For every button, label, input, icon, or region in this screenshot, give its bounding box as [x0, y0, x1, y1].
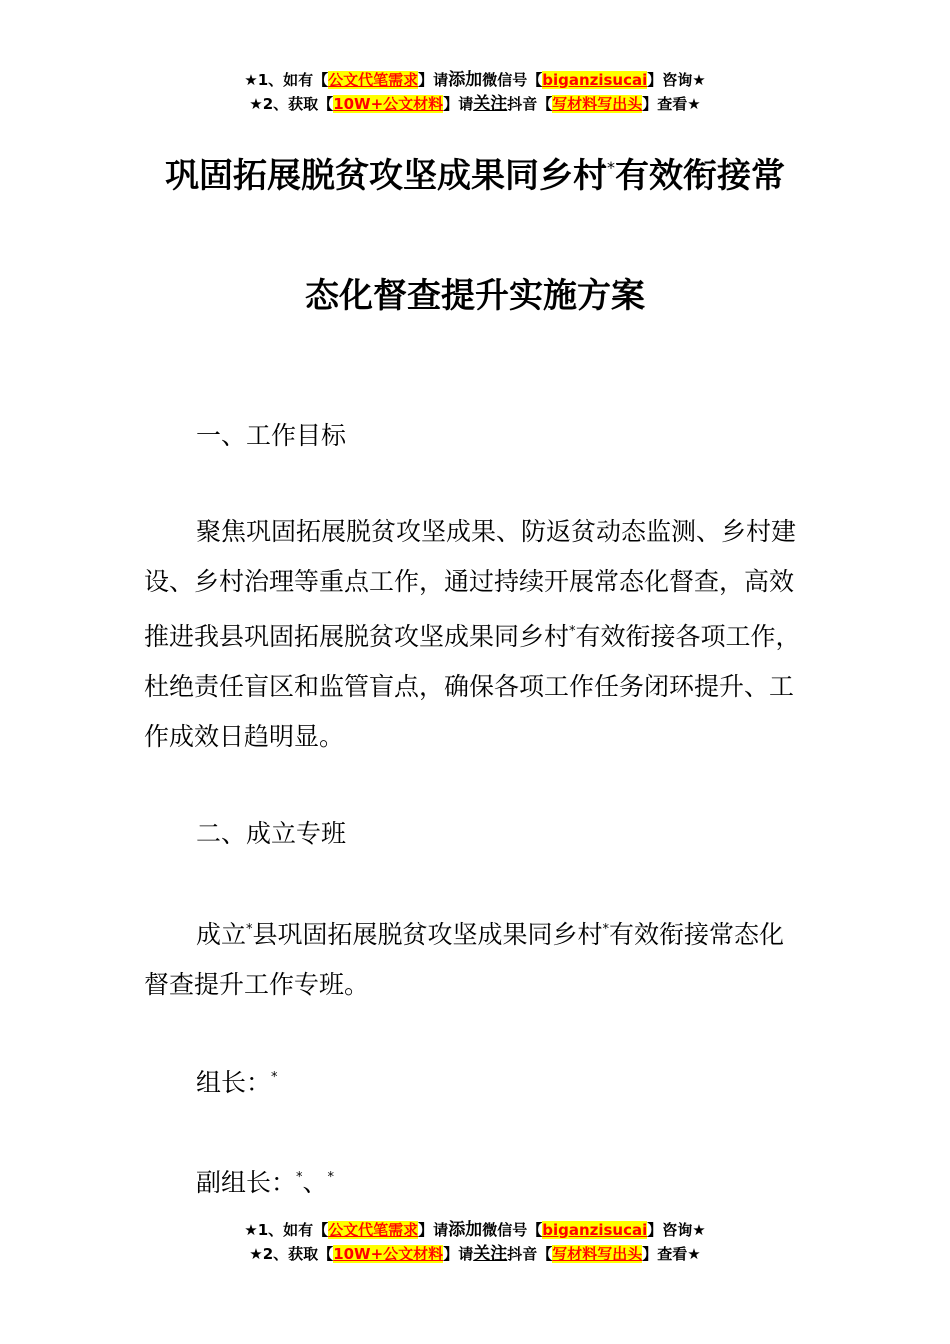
- paragraph-text: 有效衔接各项工作，杜绝责任盲区和监管盲点，确保各项工作任务闭环提升、工作成效日趋明显。: [144, 622, 801, 751]
- star-icon: ★: [244, 1221, 258, 1239]
- leader-line: [196, 1063, 278, 1099]
- banner-emphasis: 添加: [448, 70, 483, 90]
- banner-wechat-id: biganzisucai: [542, 1221, 648, 1239]
- banner-text: 2、获取【: [262, 1245, 334, 1263]
- section-heading-2: 二、成立专班: [196, 819, 347, 848]
- paragraph-text: 聚焦巩固拓展脱贫攻坚成果、防返贫动态监测、乡村建设、乡村治理等重点工作，通过持续开展常态化督查，高效推进我县巩固拓展脱贫攻坚成果同乡村: [144, 517, 797, 651]
- deputy-label: 副组长：: [196, 1168, 297, 1197]
- star-icon: ★: [692, 71, 706, 89]
- banner-wechat-id: biganzisucai: [542, 71, 648, 89]
- banner-text: 2、获取【: [262, 95, 334, 113]
- title-text: 巩固拓展脱贫攻坚成果同乡村: [165, 156, 607, 196]
- banner-text: 】请: [418, 71, 449, 89]
- deputy-leader-line: [196, 1163, 334, 1199]
- doc-title-line-1: [0, 148, 950, 197]
- leader-label: 组长：: [196, 1068, 272, 1097]
- banner-text: 】咨询: [647, 1221, 693, 1239]
- section-1-paragraph: [144, 507, 808, 762]
- leader-value: *: [271, 1070, 278, 1085]
- star-icon: ★: [244, 71, 258, 89]
- star-icon: ★: [687, 95, 701, 113]
- placeholder-mark: *: [246, 922, 253, 937]
- star-icon: ★: [687, 1245, 701, 1263]
- deputy-value: *: [327, 1170, 335, 1185]
- banner-highlight: 公文代笔需求: [328, 1221, 419, 1239]
- banner-text: 1、如有【: [257, 71, 329, 89]
- banner-text: 抖音【: [507, 95, 553, 113]
- paragraph-text: 县巩固拓展脱贫攻坚成果同乡村: [252, 920, 603, 949]
- section-2-paragraph: [144, 905, 808, 1010]
- banner-text: 】查看: [642, 95, 688, 113]
- banner-line-1: [0, 1218, 950, 1242]
- paragraph-text: 成立: [196, 920, 247, 949]
- section-heading-1: 一、工作目标: [196, 421, 347, 450]
- banner-text: 抖音【: [507, 1245, 553, 1263]
- banner-highlight: 公文代笔需求: [328, 71, 419, 89]
- banner-highlight: 10W+公文材料: [333, 95, 444, 113]
- banner-highlight: 写材料写出头: [552, 1245, 643, 1263]
- title-text: 有效衔接常: [615, 156, 785, 196]
- banner-text: 】查看: [642, 1245, 688, 1263]
- banner-line-1: [0, 68, 950, 92]
- banner-text: 】请: [418, 1221, 449, 1239]
- star-icon: ★: [692, 1221, 706, 1239]
- banner-emphasis: 关注: [473, 1244, 508, 1264]
- banner-highlight: 写材料写出头: [552, 95, 643, 113]
- bottom-banner: [0, 1218, 950, 1266]
- star-icon: ★: [249, 95, 263, 113]
- banner-emphasis: 关注: [473, 94, 508, 114]
- deputy-value: *: [296, 1170, 303, 1185]
- banner-text: 】请: [443, 1245, 474, 1263]
- banner-text: 1、如有【: [257, 1221, 329, 1239]
- top-banner: [0, 68, 950, 116]
- doc-title-line-2: 态化督查提升实施方案: [305, 276, 645, 316]
- banner-line-2: [0, 92, 950, 116]
- banner-emphasis: 添加: [448, 1220, 483, 1240]
- banner-text: 】咨询: [647, 71, 693, 89]
- banner-text: 微信号【: [482, 1221, 543, 1239]
- star-icon: ★: [249, 1245, 263, 1263]
- banner-text: 微信号【: [482, 71, 543, 89]
- placeholder-mark: *: [569, 624, 576, 639]
- paragraph-text: 有效衔接常态化督查提升工作专班。: [144, 920, 785, 999]
- banner-line-2: [0, 1242, 950, 1266]
- placeholder-mark: *: [602, 922, 610, 937]
- banner-highlight: 10W+公文材料: [333, 1245, 444, 1263]
- separator: 、: [302, 1168, 328, 1197]
- banner-text: 】请: [443, 95, 474, 113]
- title-placeholder-mark: *: [607, 158, 615, 177]
